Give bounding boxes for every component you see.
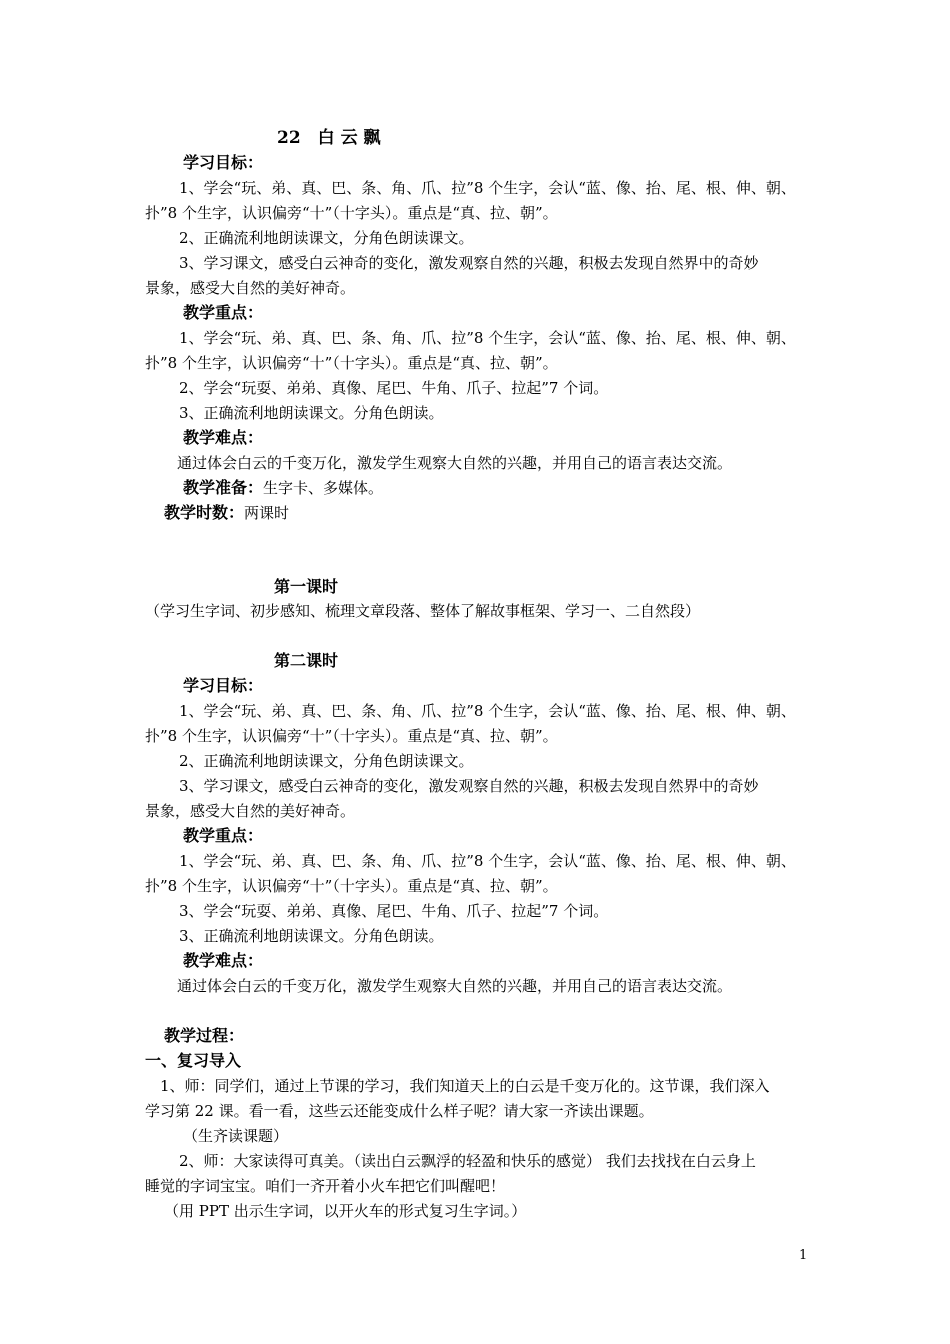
process-p2-line-2: 睡觉的字词宝宝。咱们一齐开着小火车把它们叫醒吧！ xyxy=(145,1177,506,1195)
second-lesson-heading: 第二课时 xyxy=(274,651,339,670)
second-goals-heading: 学习目标： xyxy=(183,676,264,695)
process-p1-note: （生齐读课题） xyxy=(183,1127,289,1145)
section-review-heading: 一、复习导入 xyxy=(145,1051,242,1070)
second-goal-3-line-2: 景象，感受大自然的美好神奇。 xyxy=(145,802,356,820)
goals-heading: 学习目标： xyxy=(183,153,264,172)
process-p1-line-1: 1、师：同学们，通过上节课的学习，我们知道天上的白云是千变万化的。这节课，我们深入 xyxy=(160,1077,770,1095)
second-goal-2: 2、正确流利地朗读课文，分角色朗读课文。 xyxy=(179,752,474,770)
process-p2-note: （用 PPT 出示生字词，以开火车的形式复习生字词。） xyxy=(164,1202,527,1220)
first-lesson-heading: 第一课时 xyxy=(274,577,339,596)
class-hours-value: 两课时 xyxy=(244,504,290,522)
second-goal-3-line-1: 3、学习课文，感受白云神奇的变化，激发观察自然的兴趣，积极去发现自然界中的奇妙 xyxy=(179,777,759,795)
goal-3-line-2: 景象，感受大自然的美好神奇。 xyxy=(145,279,356,297)
second-key-2: 3、学会“玩耍、弟弟、真像、尾巴、牛角、爪子、拉起”7 个词。 xyxy=(179,902,609,920)
goal-1-line-1: 1、学会“玩、弟、真、巴、条、角、爪、拉”8 个生字，会认“蓝、像、抬、尾、根、伸、朝、 xyxy=(179,179,796,197)
second-key-3: 3、正确流利地朗读课文。分角色朗读。 xyxy=(179,927,444,945)
second-goal-1-line-2: 扑”8 个生字，认识偏旁“十”（十字头）。重点是“真、拉、朝”。 xyxy=(145,727,558,745)
second-key-heading: 教学重点： xyxy=(183,826,264,845)
goal-2: 2、正确流利地朗读课文，分角色朗读课文。 xyxy=(179,229,474,247)
difficulty-heading: 教学难点： xyxy=(183,428,264,447)
key-2: 2、学会“玩耍、弟弟、真像、尾巴、牛角、爪子、拉起”7 个词。 xyxy=(179,379,609,397)
preparation-value: 生字卡、多媒体。 xyxy=(263,479,384,497)
second-key-1-line-2: 扑”8 个生字，认识偏旁“十”（十字头）。重点是“真、拉、朝”。 xyxy=(145,877,558,895)
process-heading: 教学过程： xyxy=(164,1026,245,1045)
key-1-line-1: 1、学会“玩、弟、真、巴、条、角、爪、拉”8 个生字，会认“蓝、像、抬、尾、根、伸、朝、 xyxy=(179,329,796,347)
page-number: 1 xyxy=(799,1248,808,1263)
class-hours-label: 教学时数： xyxy=(164,503,245,522)
lesson-title: 22 白 云 飘 xyxy=(277,128,381,148)
process-p2-line-1: 2、师：大家读得可真美。（读出白云飘浮的轻盈和快乐的感觉） 我们去找找在白云身上 xyxy=(179,1152,756,1170)
goal-3-line-1: 3、学习课文，感受白云神奇的变化，激发观察自然的兴趣，积极去发现自然界中的奇妙 xyxy=(179,254,759,272)
key-heading: 教学重点： xyxy=(183,303,264,322)
preparation-label: 教学准备： xyxy=(183,478,264,497)
second-goal-1-line-1: 1、学会“玩、弟、真、巴、条、角、爪、拉”8 个生字，会认“蓝、像、抬、尾、根、伸、朝、 xyxy=(179,702,796,720)
process-p1-line-2: 学习第 22 课。看一看，这些云还能变成什么样子呢？请大家一齐读出课题。 xyxy=(145,1102,654,1120)
second-key-1-line-1: 1、学会“玩、弟、真、巴、条、角、爪、拉”8 个生字，会认“蓝、像、抬、尾、根、伸、朝、 xyxy=(179,852,796,870)
class-hours xyxy=(164,503,289,523)
difficulty-1: 通过体会白云的千变万化，激发学生观察大自然的兴趣，并用自己的语言表达交流。 xyxy=(177,454,733,472)
key-1-line-2: 扑”8 个生字，认识偏旁“十”（十字头）。重点是“真、拉、朝”。 xyxy=(145,354,558,372)
first-lesson-note: （学习生字词、初步感知、梳理文章段落、整体了解故事框架、学习一、二自然段） xyxy=(145,602,701,620)
preparation xyxy=(183,478,383,498)
goal-1-line-2: 扑”8 个生字，认识偏旁“十”（十字头）。重点是“真、拉、朝”。 xyxy=(145,204,558,222)
key-3: 3、正确流利地朗读课文。分角色朗读。 xyxy=(179,404,444,422)
second-difficulty-1: 通过体会白云的千变万化，激发学生观察大自然的兴趣，并用自己的语言表达交流。 xyxy=(177,977,733,995)
second-difficulty-heading: 教学难点： xyxy=(183,951,264,970)
